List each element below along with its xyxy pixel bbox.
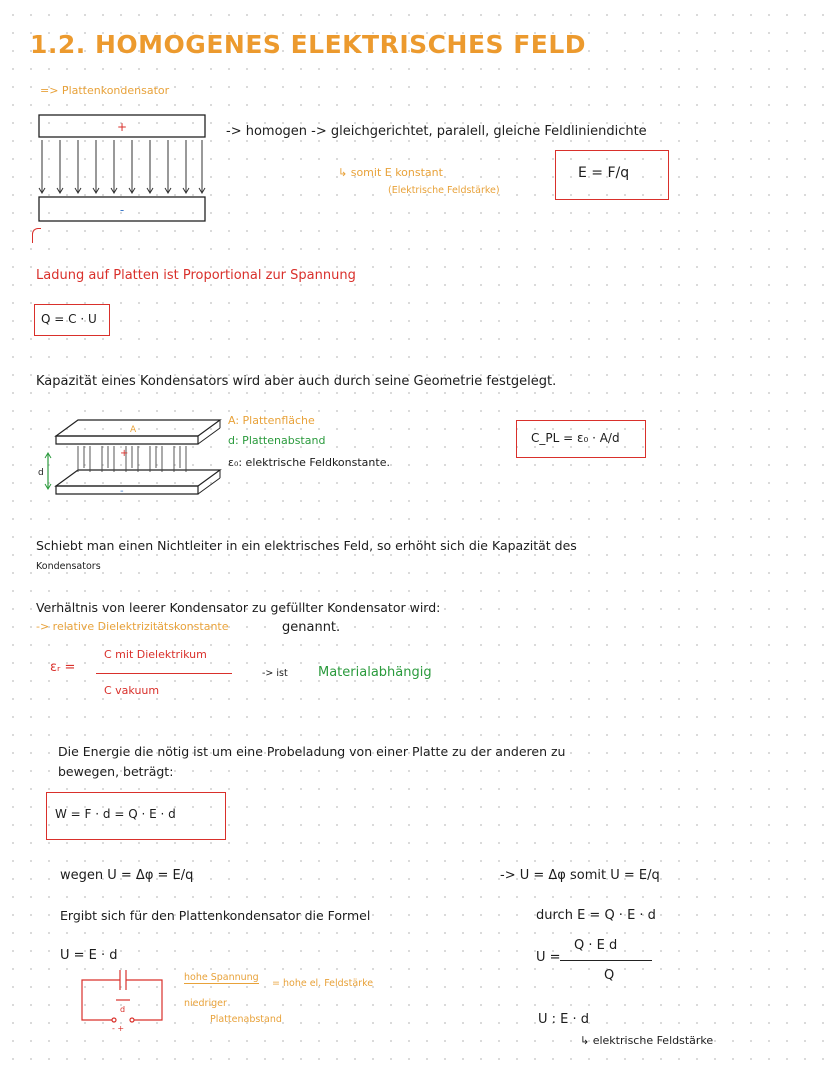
frac-numerator: C mit Dielektrikum [104, 648, 207, 661]
w-formula: W = F · d = Q · E · d [55, 807, 176, 821]
verhaeltnis-text: Verhältnis von leerer Kondensator zu gefüllter Kondensator wird: [36, 600, 441, 615]
e-formula-box [555, 150, 669, 200]
plate-minus-sign: - [119, 203, 125, 217]
w-formula-box [46, 792, 226, 840]
plate-capacitor-diagram [30, 110, 220, 245]
nichtleiter-text-1: Schiebt man einen Nichtleiter in ein elektrisches Feld, so erhöht sich die Kapazität des [36, 538, 577, 553]
homogen-note: -> homogen -> gleichgerichtet, paralell, gleiche Feldliniendichte [226, 124, 647, 139]
somit-note: ↳ somit E konstant [338, 166, 443, 179]
cpl-formula-box [516, 420, 646, 458]
energie-text-2: bewegen, beträgt: [58, 764, 174, 779]
circuit-d: d [120, 1005, 126, 1014]
plate-3d-plus: + [120, 448, 129, 459]
circuit-signs: - + [112, 1024, 125, 1032]
right-line-1: -> U = Δφ somit U = E/q [500, 868, 660, 883]
feldstaerke-note: (Elektrische Feldstärke) [388, 185, 500, 196]
plate-label-d: d [38, 468, 44, 478]
wegen-text: wegen U = Δφ = E/q [60, 868, 194, 883]
right-line-3-num: Q · E d [574, 938, 618, 953]
right-fraction-line [560, 960, 652, 961]
legend-e0: ε₀: elektrische Feldkonstante. [228, 456, 390, 469]
right-line-5: ↳ elektrische Feldstärke [580, 1034, 714, 1047]
right-line-3: U = [536, 950, 561, 965]
ladung-text: Ladung auf Platten ist Proportional zur Spannung [36, 268, 356, 283]
frac-denominator: C vakuum [104, 684, 160, 697]
hohe-feldstaerke: = hohe el. Feldstärke [272, 978, 374, 989]
plate-plus-sign: + [116, 120, 128, 134]
circuit-diagram [76, 962, 166, 1032]
legend-d: d: Plattenabstand [228, 434, 326, 447]
epsilon-r: εᵣ = [50, 660, 76, 675]
material-text: Materialabhängig [318, 665, 432, 680]
material-arrow: -> ist [262, 668, 288, 679]
right-line-2: durch E = Q · E · d [536, 908, 656, 923]
right-line-3-den: Q [604, 968, 615, 983]
plate-label-a: A [130, 425, 137, 435]
subtitle: => Plattenkondensator [40, 84, 170, 97]
kapazitaet-text: Kapazität eines Kondensators wird aber auch durch seine Geometrie festgelegt. [36, 374, 557, 389]
plattenabstand: Plattenabstand [210, 1014, 282, 1025]
genannt-text: genannt. [282, 620, 341, 635]
u-formula: U = E · d [60, 948, 118, 963]
page-title: 1.2. HOMOGENES ELEKTRISCHES FELD [30, 30, 587, 59]
right-line-4: U : E · d [538, 1012, 590, 1027]
plate-3d-minus: - [120, 486, 124, 497]
nichtleiter-text-2: Kondensators [36, 561, 101, 572]
plate-3d-diagram [38, 412, 228, 507]
legend-a: A: Plattenfläche [228, 414, 315, 427]
hohe-spannung: hohe Spannung [184, 972, 259, 983]
ergibt-text: Ergibt sich für den Plattenkondensator die Formel [60, 908, 371, 923]
relative-text: -> relative Dielektrizitätskonstante [36, 620, 229, 633]
e-formula: E = F/q [578, 165, 630, 181]
niedriger: niedriger [184, 998, 227, 1009]
q-formula-box [34, 304, 110, 336]
cpl-formula: C_PL = ε₀ · A/d [531, 431, 620, 445]
fraction-line [96, 673, 232, 674]
corner-mark [32, 228, 41, 243]
energie-text-1: Die Energie die nötig ist um eine Probeladung von einer Platte zu der anderen zu [58, 744, 566, 759]
q-formula: Q = C · U [41, 312, 97, 326]
